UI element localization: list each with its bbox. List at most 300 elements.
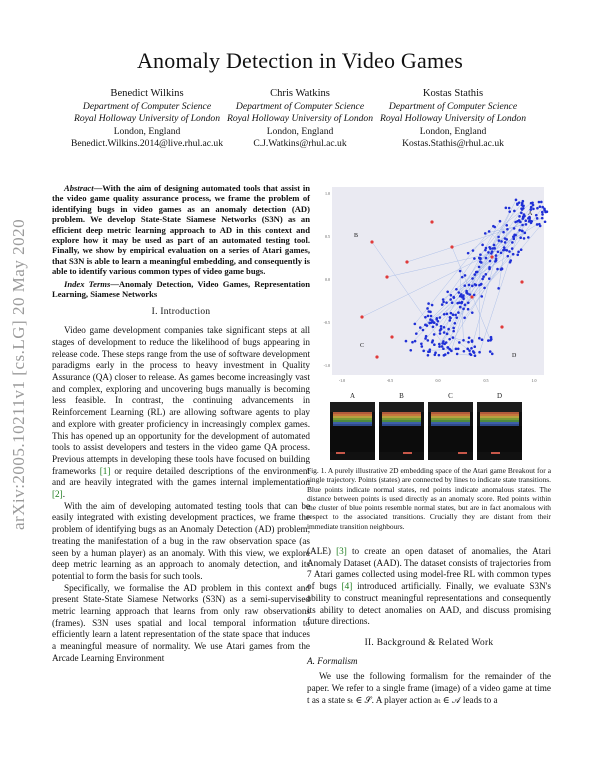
normal-state-point (439, 332, 442, 335)
normal-state-point (505, 224, 508, 227)
normal-state-point (446, 333, 449, 336)
normal-state-point (538, 201, 541, 204)
normal-state-point (535, 214, 538, 217)
normal-state-point (524, 219, 527, 222)
normal-state-point (487, 339, 490, 342)
normal-state-point (489, 350, 492, 353)
normal-state-point (422, 329, 425, 332)
figure-thumbnails (330, 392, 550, 462)
author-name: Kostas Stathis (422, 88, 484, 99)
normal-state-point (536, 207, 539, 210)
normal-state-point (446, 290, 449, 293)
normal-state-point (485, 257, 488, 260)
paddle (336, 452, 345, 454)
index-terms-label: Index Terms (64, 278, 111, 289)
normal-state-point (473, 345, 476, 348)
normal-state-point (435, 317, 438, 320)
normal-state-point (479, 260, 482, 263)
normal-state-point (466, 348, 469, 351)
abstract-label: Abstract (64, 183, 94, 193)
normal-state-point (442, 301, 445, 304)
normal-state-point (432, 321, 435, 324)
normal-state-point (489, 260, 492, 263)
normal-state-point (443, 326, 446, 329)
normal-state-point (443, 331, 446, 334)
normal-state-point (505, 207, 508, 210)
normal-state-point (414, 340, 417, 343)
normal-state-point (496, 268, 499, 271)
x-tick-label: -1.0 (338, 378, 346, 383)
normal-state-point (523, 237, 526, 240)
normal-state-point (497, 236, 500, 239)
normal-state-point (527, 236, 530, 239)
normal-state-point (536, 223, 539, 226)
normal-state-point (540, 201, 543, 204)
normal-state-point (440, 328, 443, 331)
normal-state-point (541, 206, 544, 209)
normal-state-point (457, 348, 460, 351)
normal-state-point (478, 284, 481, 287)
normal-state-point (532, 204, 535, 207)
normal-state-point (521, 224, 524, 227)
normal-state-point (457, 311, 460, 314)
normal-state-point (482, 275, 485, 278)
brick-rows (480, 412, 519, 426)
normal-state-point (488, 266, 491, 269)
normal-state-point (497, 287, 500, 290)
normal-state-point (500, 251, 503, 254)
normal-state-point (515, 199, 518, 202)
normal-state-point (539, 205, 542, 208)
normal-state-point (438, 345, 441, 348)
normal-state-point (471, 277, 474, 280)
normal-state-point (468, 293, 471, 296)
normal-state-point (431, 304, 434, 307)
normal-state-point (504, 241, 507, 244)
left-column (52, 183, 310, 665)
normal-state-point (484, 232, 487, 235)
normal-state-point (465, 291, 468, 294)
normal-state-point (434, 351, 437, 354)
normal-state-point (473, 273, 476, 276)
normal-state-point (480, 295, 483, 298)
normal-state-point (474, 354, 477, 357)
normal-state-point (456, 353, 459, 356)
normal-state-point (452, 296, 455, 299)
point-label-a: A (528, 211, 533, 217)
normal-state-point (522, 204, 525, 207)
author-email[interactable]: C.J.Watkins@rhul.ac.uk (253, 138, 347, 150)
normal-state-point (463, 350, 466, 353)
normal-state-point (468, 284, 471, 287)
normal-state-point (472, 350, 475, 353)
normal-state-point (507, 255, 510, 258)
normal-state-point (456, 302, 459, 305)
normal-state-point (529, 219, 532, 222)
frame-thumbnail-d (477, 392, 522, 460)
figure-embedding (318, 183, 550, 391)
normal-state-point (525, 223, 528, 226)
normal-state-point (438, 354, 441, 357)
normal-state-point (543, 209, 546, 212)
normal-state-point (506, 228, 509, 231)
normal-state-point (445, 301, 448, 304)
point-label-d: D (512, 353, 517, 359)
figure-caption: Fig. 1. A purely illustrative 2D embedding space of the Atari game Breakout for a single trajectory. Points (states) are connected by lines to indicate state transitions. Blue points indicate normal states, red points indicate anomalous states. The distance between points is used directly as an anomaly score. Red points within the cluster of blue points resemble normal states, but are in fact anomalous with respect to the associated transitions. Crucially they are distant from their immediate transition neighbours. (307, 466, 551, 531)
y-tick-label: -0.5 (323, 320, 330, 325)
normal-state-point (518, 229, 521, 232)
normal-state-point (521, 230, 524, 233)
normal-state-point (521, 208, 524, 211)
anomalous-state-point (405, 260, 408, 263)
normal-state-point (458, 291, 461, 294)
normal-state-point (441, 345, 444, 348)
normal-state-point (450, 294, 453, 297)
abstract-text: —With the aim of designing automated tools that assist in the video game quality assurance process, we frame the problem of identifying bugs in video games as an anomaly detection (AD) problem. We develop State-State Siamese Networks (S3N) as an efficient deep metric learning approach to AD in this context and explore how it may be used as part of an automated testing tool. Finally, we show by empirical evaluation on a series of Atari games, that S3N is able to learn a meaningful embedding, and consequently is able to identify various common types of video game bugs. (52, 183, 310, 277)
normal-state-point (473, 257, 476, 260)
anomalous-state-point (390, 335, 393, 338)
normal-state-point (411, 341, 414, 344)
normal-state-point (475, 284, 478, 287)
normal-state-point (470, 347, 473, 350)
normal-state-point (478, 337, 481, 340)
y-tick-label: 0.5 (325, 234, 330, 239)
normal-state-point (490, 252, 493, 255)
normal-state-point (460, 302, 463, 305)
normal-state-point (446, 346, 449, 349)
normal-state-point (467, 341, 470, 344)
frame-thumbnail-b (379, 392, 424, 460)
citation-2[interactable]: [2] (52, 489, 63, 500)
normal-state-point (488, 230, 491, 233)
section-heading-introduction: I. Introduction (151, 307, 211, 318)
anomalous-state-point (470, 295, 473, 298)
normal-state-point (454, 322, 457, 325)
paddle (403, 452, 412, 454)
normal-state-point (452, 336, 455, 339)
normal-state-point (450, 350, 453, 353)
intro-paragraph-1 (52, 325, 310, 501)
normal-state-point (468, 336, 471, 339)
formalism-paragraph: We use the following formalism for the remainder of the paper. We refer to a single frame (image) of a video game at time t as a state sₜ ∈ 𝒮. A player action aₜ ∈ 𝒜 leads to a (307, 671, 551, 705)
abstract (52, 183, 310, 277)
right-p1-mid: to create an open dataset of anomalies, the Atari Anomaly Dataset (AAD). The dataset consists of trajectories from 7 Atari games collected using model-free RL with common types of bugs (307, 546, 551, 592)
normal-state-point (492, 225, 495, 228)
x-tick-label: 1.0 (531, 378, 537, 383)
normal-state-point (433, 333, 436, 336)
author-3 (358, 88, 548, 151)
normal-state-point (519, 236, 522, 239)
anomalous-state-point (450, 245, 453, 248)
normal-state-point (505, 238, 508, 241)
right-paragraph-1 (307, 546, 551, 628)
y-tick-label: -1.0 (323, 363, 330, 368)
paddle (491, 452, 500, 454)
normal-state-point (520, 212, 523, 215)
author-department: Department of Computer Science (82, 100, 212, 112)
author-department: Department of Computer Science (235, 100, 365, 112)
normal-state-point (437, 320, 440, 323)
thumbnail-label: C (448, 392, 453, 400)
normal-state-point (492, 247, 495, 250)
normal-state-point (464, 274, 467, 277)
normal-state-point (414, 323, 417, 326)
normal-state-point (478, 351, 481, 354)
subsection-heading-formalism: A. Formalism (307, 655, 358, 666)
normal-state-point (438, 343, 441, 346)
normal-state-point (419, 326, 422, 329)
normal-state-point (481, 338, 484, 341)
normal-state-point (505, 249, 508, 252)
normal-state-point (458, 341, 461, 344)
normal-state-point (522, 217, 525, 220)
normal-state-point (521, 202, 524, 205)
normal-state-point (424, 316, 427, 319)
normal-state-point (469, 353, 472, 356)
normal-state-point (536, 217, 539, 220)
normal-state-point (435, 323, 438, 326)
anomalous-state-point (490, 255, 493, 258)
anomalous-state-point (385, 275, 388, 278)
normal-state-point (484, 273, 487, 276)
normal-state-point (508, 207, 511, 210)
normal-state-point (541, 217, 544, 220)
normal-state-point (479, 258, 482, 261)
normal-state-point (514, 221, 517, 224)
author-department: Department of Computer Science (388, 100, 518, 112)
author-university: Royal Holloway University of London (73, 113, 221, 125)
normal-state-point (433, 343, 436, 346)
normal-state-point (530, 206, 533, 209)
normal-state-point (427, 339, 430, 342)
normal-state-point (512, 235, 515, 238)
anomalous-state-point (375, 355, 378, 358)
paddle (458, 452, 467, 454)
right-column (307, 546, 551, 706)
normal-state-point (471, 339, 474, 342)
normal-state-point (462, 339, 465, 342)
normal-state-point (429, 318, 432, 321)
normal-state-point (511, 241, 514, 244)
normal-state-point (426, 324, 429, 327)
normal-state-point (461, 276, 464, 279)
intro-p1-mid: or require detailed descriptions of the environment and are heavily integrated with the games internal implementation (52, 465, 310, 488)
normal-state-point (429, 311, 432, 314)
brick-rows (333, 412, 372, 426)
thumbnail-label: A (349, 392, 356, 400)
index-terms-text: —Anomaly Detection, Video Games, Representation Learning, Siamese Networks (52, 278, 310, 300)
normal-state-point (530, 202, 533, 205)
author-email[interactable]: Benedict.Wilkins.2014@live.rhul.ac.uk (70, 138, 224, 150)
intro-p1-end: . (62, 489, 66, 500)
normal-state-point (420, 342, 423, 345)
normal-state-point (449, 316, 452, 319)
normal-state-point (430, 315, 433, 318)
anomalous-state-point (370, 240, 373, 243)
normal-state-point (513, 210, 516, 213)
author-city: London, England (266, 125, 334, 137)
x-tick-label: 0.5 (483, 378, 489, 383)
normal-state-point (476, 271, 479, 274)
normal-state-point (503, 246, 506, 249)
author-name: Chris Watkins (270, 88, 330, 99)
normal-state-point (449, 298, 452, 301)
normal-state-point (450, 312, 453, 315)
citation-4[interactable]: [4] (341, 581, 353, 592)
x-tick-label: 0.0 (435, 378, 441, 383)
normal-state-point (520, 248, 523, 251)
normal-state-point (532, 208, 535, 211)
brick-rows (382, 412, 421, 426)
normal-state-point (502, 249, 505, 252)
normal-state-point (541, 213, 544, 216)
thumbnail-label: D (496, 392, 503, 400)
normal-state-point (487, 251, 490, 254)
point-label-c: C (360, 343, 365, 349)
anomalous-state-point (360, 315, 363, 318)
paper-title: Anomaly Detection in Video Games (136, 48, 464, 73)
frame-thumbnail-c (428, 392, 473, 460)
intro-p1-text: Video game development companies take significant steps at all stages of development to reduce the likelihood of bugs appearing in release code. These steps range from the use of software development paradigms early in the process to heavy investment in Quality Assurance (QA) closer to release. As games become increasingly vast and complex, exploring and uncovering bugs manually is becoming less feasible. In contrast, the continuing advancements in Reinforcement Learning (RL) are allowing software agents to play and explore with greater proficiency in increasingly complex games. This has opened up an opportunity for the development of automated tools to assist developers and testers in the video game QA process. Previous attempts in developing these tools have focused on building frameworks (52, 325, 310, 476)
intro-paragraph-2: With the aim of developing automated testing tools that can be easily integrated with existing development practices, we frame the problem of identifying bugs as an Anomaly Detection (AD) problem, treating the manifestation of a bug in the raw observation space (as seen by a human player) as an anomaly. With this view, we explore deep metric learning as an approach to anomaly detection, and its potential to form the basis for such tools. (52, 500, 310, 581)
normal-state-point (426, 307, 429, 310)
author-city: London, England (419, 125, 487, 137)
normal-state-point (518, 215, 521, 218)
normal-state-point (420, 345, 423, 348)
normal-state-point (459, 306, 462, 309)
normal-state-point (508, 250, 511, 253)
right-p1-end: introduced artificially. Finally, we evaluate S3N's ability to construct meaningful representations and consequently its ability to detect anomalies on AAD, and discuss promising future directions. (307, 581, 551, 627)
normal-state-point (524, 232, 527, 235)
normal-state-point (454, 314, 457, 317)
normal-state-point (497, 250, 500, 253)
normal-state-point (452, 313, 455, 316)
citation-1[interactable]: [1] (99, 465, 111, 476)
normal-state-point (478, 266, 481, 269)
intro-paragraph-3: Specifically, we formalise the AD problem in this context and present State-State Siamese Networks (S3N) as a semi-supervised metric learning approach that learns from only raw observations (frames). S3N uses spatial and local temporal information to efficiently learn a latent representation of the state space that induces a meaningful measure of normality. We use Atari games from the Arcade Learning Environment (52, 582, 310, 663)
normal-state-point (462, 308, 465, 311)
normal-state-point (459, 295, 462, 298)
normal-state-point (462, 296, 465, 299)
author-city: London, England (113, 125, 181, 137)
normal-state-point (481, 278, 484, 281)
normal-state-point (485, 247, 488, 250)
normal-state-point (467, 252, 470, 255)
normal-state-point (467, 308, 470, 311)
y-tick-label: 1.0 (325, 191, 330, 196)
normal-state-point (427, 350, 430, 353)
normal-state-point (441, 303, 444, 306)
normal-state-point (488, 277, 491, 280)
normal-state-point (431, 339, 434, 342)
normal-state-point (481, 244, 484, 247)
normal-state-point (511, 247, 514, 250)
normal-state-point (508, 210, 511, 213)
author-university: Royal Holloway University of London (379, 113, 527, 125)
normal-state-point (442, 347, 445, 350)
normal-state-point (544, 220, 547, 223)
normal-state-point (446, 313, 449, 316)
normal-state-point (512, 253, 515, 256)
normal-state-point (519, 221, 522, 224)
author-name: Benedict Wilkins (110, 88, 184, 99)
citation-3[interactable]: [3] (336, 546, 347, 556)
normal-state-point (428, 322, 431, 325)
normal-state-point (455, 348, 458, 351)
normal-state-point (513, 227, 516, 230)
normal-state-point (489, 247, 492, 250)
normal-state-point (491, 353, 494, 356)
normal-state-point (490, 338, 493, 341)
normal-state-point (424, 337, 427, 340)
normal-state-point (463, 316, 466, 319)
normal-state-point (452, 327, 455, 330)
normal-state-point (459, 270, 462, 273)
normal-state-point (509, 261, 512, 264)
normal-state-point (493, 244, 496, 247)
normal-state-point (455, 288, 458, 291)
brick-rows (431, 412, 470, 426)
normal-state-point (517, 251, 520, 254)
normal-state-point (541, 211, 544, 214)
normal-state-point (473, 294, 476, 297)
normal-state-point (502, 231, 505, 234)
anomalous-state-point (500, 325, 503, 328)
normal-state-point (425, 335, 428, 338)
normal-state-point (495, 259, 498, 262)
normal-state-point (455, 316, 458, 319)
normal-state-point (405, 340, 408, 343)
normal-state-point (409, 349, 412, 352)
normal-state-point (447, 328, 450, 331)
normal-state-point (427, 354, 430, 357)
x-tick-label: -0.5 (386, 378, 394, 383)
normal-state-point (530, 222, 533, 225)
anomalous-state-point (520, 280, 523, 283)
author-email[interactable]: Kostas.Stathis@rhul.ac.uk (402, 138, 504, 150)
normal-state-point (500, 240, 503, 243)
normal-state-point (518, 201, 521, 204)
normal-state-point (527, 217, 530, 220)
normal-state-point (440, 325, 443, 328)
normal-state-point (422, 350, 425, 353)
normal-state-point (483, 287, 486, 290)
normal-state-point (451, 301, 454, 304)
embedding-scatter-plot (318, 183, 550, 391)
section-heading-background: II. Background & Related Work (364, 637, 494, 648)
normal-state-point (442, 298, 445, 301)
normal-state-point (471, 285, 474, 288)
frame-thumbnail-a (330, 392, 375, 460)
index-terms (52, 279, 310, 300)
normal-state-point (471, 311, 474, 314)
normal-state-point (464, 304, 467, 307)
normal-state-point (479, 253, 482, 256)
normal-state-point (427, 302, 430, 305)
normal-state-point (467, 301, 470, 304)
normal-state-point (498, 239, 501, 242)
normal-state-point (443, 343, 446, 346)
normal-state-point (432, 325, 435, 328)
normal-state-point (539, 225, 542, 228)
author-university: Royal Holloway University of London (226, 113, 374, 125)
normal-state-point (443, 313, 446, 316)
normal-state-point (429, 348, 432, 351)
thumbnail-label: B (399, 392, 404, 400)
normal-state-point (501, 268, 504, 271)
arxiv-stamp-text: arXiv:2005.10211v1 [cs.LG] 20 May 2020 (9, 218, 28, 530)
normal-state-point (415, 332, 418, 335)
